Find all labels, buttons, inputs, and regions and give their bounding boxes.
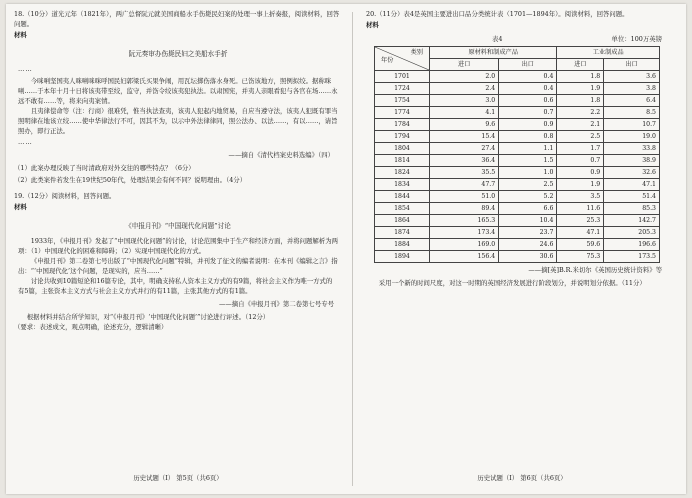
cell-raw-import: 165.3 bbox=[430, 214, 499, 226]
cell-raw-import: 9.6 bbox=[430, 118, 499, 130]
table-unit: 单位：100万英镑 bbox=[611, 34, 662, 43]
q19-document-title: 《申报月刊》“中国现代化问题”讨论 bbox=[125, 221, 231, 230]
cell-year: 1884 bbox=[375, 238, 430, 250]
q18-subquestion-2: （2）此类案件若发生在19世纪50年代，处理结果会有何不同？说明理由。（4分） bbox=[14, 176, 247, 185]
cell-year: 1834 bbox=[375, 178, 430, 190]
table-caption bbox=[366, 35, 678, 45]
cell-raw-export: 0.4 bbox=[499, 70, 557, 82]
cell-mfg-export: 19.0 bbox=[604, 130, 660, 142]
cell-mfg-export: 85.3 bbox=[604, 202, 660, 214]
header-group-raw-materials: 原材料和制成产品 bbox=[430, 46, 557, 58]
q19-excerpt-para-3: 讨论共收到10篇短论和16篇专论，其中，明确支持私人资本主义方式的有9篇，将社会主义作为唯一方式的有5篇，主张资本主义方式与社会主义方式并行的有11篇，主张其他方式的有1篇。 bbox=[18, 276, 333, 295]
cell-raw-export: 6.6 bbox=[499, 202, 557, 214]
header-mfg-export: 出口 bbox=[604, 58, 660, 70]
cell-raw-export: 23.7 bbox=[499, 226, 557, 238]
cell-raw-import: 4.1 bbox=[430, 106, 499, 118]
header-raw-import: 进口 bbox=[430, 58, 499, 70]
cell-mfg-import: 47.1 bbox=[557, 226, 604, 238]
table-row bbox=[375, 250, 660, 262]
cell-year: 1874 bbox=[375, 226, 430, 238]
cell-mfg-export: 6.4 bbox=[604, 94, 660, 106]
cell-mfg-import: 0.9 bbox=[557, 166, 604, 178]
cell-year: 1894 bbox=[375, 250, 430, 262]
cell-year: 1701 bbox=[375, 70, 430, 82]
cell-year: 1814 bbox=[375, 154, 430, 166]
cell-raw-import: 2.4 bbox=[430, 82, 499, 94]
cell-raw-export: 10.4 bbox=[499, 214, 557, 226]
table-row bbox=[375, 142, 660, 154]
cell-mfg-import: 2.5 bbox=[557, 130, 604, 142]
cell-raw-import: 2.0 bbox=[430, 70, 499, 82]
cell-mfg-export: 142.7 bbox=[604, 214, 660, 226]
cell-mfg-export: 47.1 bbox=[604, 178, 660, 190]
cell-mfg-export: 32.6 bbox=[604, 166, 660, 178]
cell-year: 1794 bbox=[375, 130, 430, 142]
table-row bbox=[375, 154, 660, 166]
table-row bbox=[375, 130, 660, 142]
trade-table bbox=[374, 46, 660, 263]
q19-material-label: 材料 bbox=[14, 203, 27, 212]
cell-raw-import: 51.0 bbox=[430, 190, 499, 202]
table-row bbox=[375, 202, 660, 214]
cell-raw-import: 36.4 bbox=[430, 154, 499, 166]
cell-mfg-import: 1.8 bbox=[557, 94, 604, 106]
cell-year: 1844 bbox=[375, 190, 430, 202]
page-5-footer: 历史试题（Ⅰ） 第5页（共6页） bbox=[133, 474, 223, 483]
cell-raw-export: 1.0 bbox=[499, 166, 557, 178]
table-row bbox=[375, 238, 660, 250]
cell-raw-export: 1.1 bbox=[499, 142, 557, 154]
q19-requirements: （要求：表述成文，观点明确，论述充分，逻辑清晰） bbox=[14, 322, 168, 331]
cell-year: 1784 bbox=[375, 118, 430, 130]
cell-mfg-import: 1.9 bbox=[557, 178, 604, 190]
cell-year: 1864 bbox=[375, 214, 430, 226]
q20-source: ——摘[英]B.R.米切尔《英国历史统计资料》等 bbox=[528, 265, 662, 274]
q18-heading: 18.（10分）道光元年（1821年），两广总督阮元就美国商船水手伤毙民妇案的处理一事上折奏报，阅读材料，回答问题。 bbox=[14, 10, 340, 28]
cell-mfg-export: 196.6 bbox=[604, 238, 660, 250]
table-row bbox=[375, 190, 660, 202]
cell-year: 1724 bbox=[375, 82, 430, 94]
cell-raw-export: 0.6 bbox=[499, 94, 557, 106]
cell-mfg-import: 11.6 bbox=[557, 202, 604, 214]
cell-raw-import: 15.4 bbox=[430, 130, 499, 142]
cell-raw-import: 35.5 bbox=[430, 166, 499, 178]
trade-table-body bbox=[375, 70, 660, 262]
cell-mfg-import: 1.8 bbox=[557, 70, 604, 82]
cell-mfg-import: 25.3 bbox=[557, 214, 604, 226]
header-raw-export: 出口 bbox=[499, 58, 557, 70]
header-group-manufactures: 工业制成品 bbox=[557, 46, 660, 58]
q19-excerpt-para-2: 《申报月刊》第二卷第七号出版了“中国现代化问题”特辑，并刊发了征文的编者说明：在本刊《编辑之言》指出：“‘中国现代化’这个问题，是现实的，应当……” bbox=[18, 257, 338, 275]
cell-raw-export: 5.2 bbox=[499, 190, 557, 202]
header-year: 年份 bbox=[381, 57, 394, 65]
cell-raw-import: 169.0 bbox=[430, 238, 499, 250]
q19-excerpt-para-1: 1933年，《申报月刊》发起了“中国现代化问题”的讨论，讨论范围集中于生产和经济方面，并将问题解析为两项：（1）中国现代化的困难和障碍；（2）实现中国现代化的方式。 bbox=[18, 237, 338, 256]
q18-subquestion-1: （1）此案办理反映了当时清政府对外交往的哪些特点？（6分） bbox=[14, 164, 195, 173]
table-corner-header bbox=[375, 46, 430, 70]
page-6 bbox=[366, 4, 678, 494]
table-row bbox=[375, 214, 660, 226]
table-row bbox=[375, 226, 660, 238]
cell-raw-export: 0.7 bbox=[499, 106, 557, 118]
cell-mfg-export: 3.6 bbox=[604, 70, 660, 82]
q18-ellipsis-1: …… bbox=[18, 64, 33, 73]
q18-material-label: 材料 bbox=[14, 30, 27, 39]
q19-heading: 19.（12分）阅读材料，回答问题。 bbox=[14, 192, 116, 201]
table-row bbox=[375, 82, 660, 94]
cell-mfg-import: 59.6 bbox=[557, 238, 604, 250]
cell-raw-export: 1.5 bbox=[499, 154, 557, 166]
page-divider bbox=[352, 12, 353, 486]
q20-task: 采用一个新的时间尺度，对这一时期的英国经济发展进行阶段划分，并说明划分依据。（11分） bbox=[378, 278, 646, 287]
cell-mfg-export: 38.9 bbox=[604, 154, 660, 166]
page-6-footer: 历史试题（Ⅰ） 第6页（共6页） bbox=[477, 474, 567, 483]
table-row bbox=[375, 94, 660, 106]
cell-mfg-import: 2.1 bbox=[557, 118, 604, 130]
cell-raw-import: 173.4 bbox=[430, 226, 499, 238]
cell-year: 1854 bbox=[375, 202, 430, 214]
q18-document-title: 阮元奏审办伤毙民妇之美船水手折 bbox=[128, 49, 228, 58]
cell-mfg-import: 3.5 bbox=[557, 190, 604, 202]
q19-task: 根据材料并结合所学知识，对“《申报月刊》‘中国现代化问题’”讨论进行评述。（12分） bbox=[26, 312, 270, 321]
cell-mfg-import: 0.7 bbox=[557, 154, 604, 166]
page-5 bbox=[14, 4, 342, 494]
cell-mfg-export: 8.5 bbox=[604, 106, 660, 118]
cell-mfg-import: 2.2 bbox=[557, 106, 604, 118]
table-title: 表4 bbox=[492, 34, 503, 43]
cell-raw-export: 0.9 bbox=[499, 118, 557, 130]
exam-sheet bbox=[6, 4, 686, 494]
q20-heading: 20.（11分）表4是英国主要进出口品分类统计表（1701—1894年）。阅读材料，回答问题。 bbox=[366, 10, 629, 18]
cell-mfg-import: 1.7 bbox=[557, 142, 604, 154]
cell-raw-export: 2.5 bbox=[499, 178, 557, 190]
cell-year: 1804 bbox=[375, 142, 430, 154]
header-mfg-import: 进口 bbox=[557, 58, 604, 70]
cell-raw-export: 24.6 bbox=[499, 238, 557, 250]
table-row bbox=[375, 178, 660, 190]
q19-source: ——摘自《申报月刊》第二卷第七号专号 bbox=[218, 299, 334, 308]
q18-excerpt-para-2: 且夷律偿命等（注：行商）很难凭，惟当执法查夷，该夷人犯起内地贸易，自应当遵守法，该夷人犯既有罪当照明律在地该立绞……使中华律法行不可，因其不为，以示中外法律律同，照公法办、以法……，有以……，请旨照办，即行正法。 bbox=[18, 106, 338, 135]
cell-year: 1774 bbox=[375, 106, 430, 118]
table-row bbox=[375, 106, 660, 118]
cell-raw-export: 0.8 bbox=[499, 130, 557, 142]
cell-mfg-export: 3.8 bbox=[604, 82, 660, 94]
q18-ellipsis-2: …… bbox=[18, 138, 33, 147]
cell-raw-import: 27.4 bbox=[430, 142, 499, 154]
q18-excerpt-para-1: 今咪唎坚国夷人咪唎咪咪呼国民妇郭梁氏买果争闹，用瓦坛掷伤落水身死。已饬该地方，照例拟绞。据称咪唎……于本年十月十日将该夷带至绞，监守，并饬令绞该夷犯执法。以肃国宪，并夷人亲眼看犯与各官在场……永远不敢有……等，将来向夷案情。 bbox=[18, 76, 338, 105]
table-row bbox=[375, 70, 660, 82]
cell-year: 1754 bbox=[375, 94, 430, 106]
cell-mfg-export: 10.7 bbox=[604, 118, 660, 130]
cell-mfg-export: 205.3 bbox=[604, 226, 660, 238]
cell-raw-import: 89.4 bbox=[430, 202, 499, 214]
cell-year: 1824 bbox=[375, 166, 430, 178]
cell-mfg-export: 173.5 bbox=[604, 250, 660, 262]
cell-raw-import: 47.7 bbox=[430, 178, 499, 190]
header-category: 类别 bbox=[410, 48, 423, 56]
cell-mfg-import: 1.9 bbox=[557, 82, 604, 94]
cell-mfg-export: 51.4 bbox=[604, 190, 660, 202]
cell-raw-export: 0.4 bbox=[499, 82, 557, 94]
cell-mfg-export: 33.8 bbox=[604, 142, 660, 154]
table-row bbox=[375, 118, 660, 130]
cell-raw-import: 3.0 bbox=[430, 94, 499, 106]
cell-mfg-import: 75.3 bbox=[557, 250, 604, 262]
cell-raw-import: 156.4 bbox=[430, 250, 499, 262]
cell-raw-export: 30.6 bbox=[499, 250, 557, 262]
q18-source: ——摘自《清代档案史料选编》（四） bbox=[228, 151, 334, 160]
q20-material-label: 材料 bbox=[366, 20, 379, 29]
table-row bbox=[375, 166, 660, 178]
